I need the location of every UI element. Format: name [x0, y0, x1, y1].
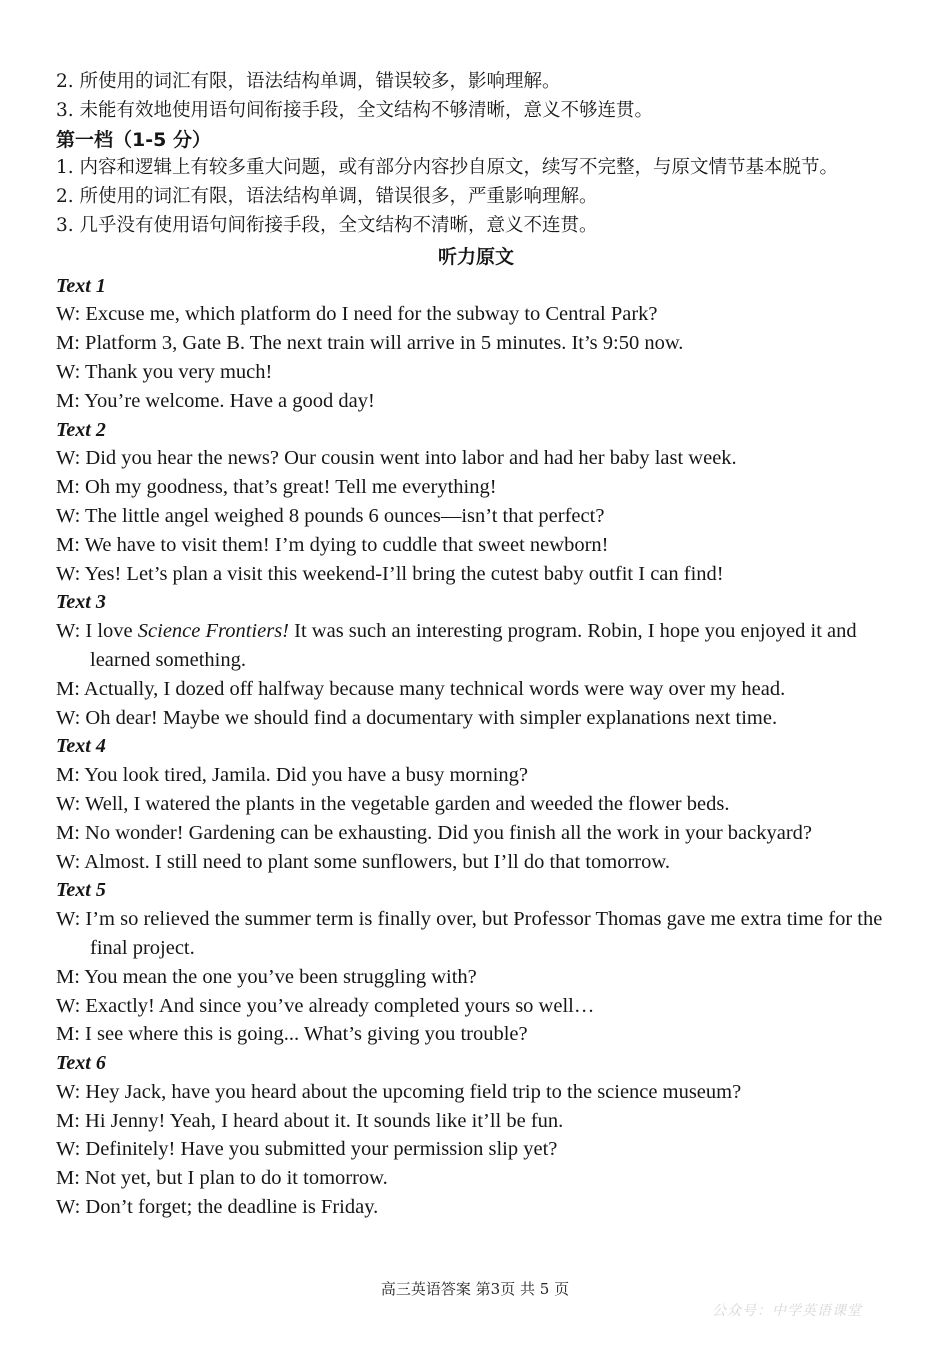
dialogue-line: M: You’re welcome. Have a good day!: [56, 389, 375, 412]
dialogue-line: W: The little angel weighed 8 pounds 6 ounces—isn’t that perfect?: [56, 504, 605, 527]
dialogue-line: W: I’m so relieved the summer term is finally over, but Professor Thomas gave me extra time for the final project.: [56, 908, 883, 959]
rubric-line: 2. 所使用的词汇有限，语法结构单调，错误较多，影响理解。: [56, 71, 561, 92]
dialogue-suffix: It was such an interesting program. Robin, I hope you enjoyed it and learned something.: [90, 620, 857, 671]
text-label: Text 4: [56, 735, 106, 758]
document-page: [56, 68, 896, 1222]
dialogue-line: M: Hi Jenny! Yeah, I heard about it. It sounds like it’ll be fun.: [56, 1109, 564, 1132]
dialogue-line: W: Excuse me, which platform do I need for the subway to Central Park?: [56, 303, 658, 326]
dialogue-line: W: Well, I watered the plants in the vegetable garden and weeded the flower beds.: [56, 792, 730, 815]
program-title: Science Frontiers!: [137, 620, 290, 643]
tier1-item: 1. 内容和逻辑上有较多重大问题，或有部分内容抄自原文，续写不完整，与原文情节基本脱节。: [56, 157, 839, 179]
dialogue-line: [56, 617, 896, 675]
dialogue-line: W: Did you hear the news? Our cousin went into labor and had her baby last week.: [56, 447, 737, 470]
dialogue-line: M: I see where this is going... What’s giving you trouble?: [56, 1023, 528, 1046]
dialogue-line: M: No wonder! Gardening can be exhausting. Did you finish all the work in your backyard?: [56, 821, 813, 844]
tier1-item: 2. 所使用的词汇有限，语法结构单调，错误很多，严重影响理解。: [56, 186, 598, 208]
dialogue-line: M: Not yet, but I plan to do it tomorrow.: [56, 1167, 388, 1190]
text-label: Text 2: [56, 418, 106, 441]
dialogue-line: M: Actually, I dozed off halfway because many technical words were way over my head.: [56, 677, 786, 700]
dialogue-line: M: Oh my goodness, that’s great! Tell me everything!: [56, 476, 497, 499]
dialogue-line: M: We have to visit them! I’m dying to cuddle that sweet newborn!: [56, 533, 609, 556]
text-label: Text 1: [56, 274, 106, 297]
page-footer: 高三英语答案 第3页 共 5 页: [380, 1280, 570, 1298]
watermark: 公众号：中学英语课堂: [712, 1303, 862, 1319]
dialogue-line: W: Definitely! Have you submitted your permission slip yet?: [56, 1138, 558, 1161]
tier1-heading: 第一档（1-5 分）: [56, 128, 211, 151]
dialogue-line: M: You look tired, Jamila. Did you have a busy morning?: [56, 764, 529, 787]
dialogue-prefix: W: I love: [56, 620, 138, 643]
dialogue-line: W: Thank you very much!: [56, 360, 273, 383]
rubric-line: 3. 未能有效地使用语句间衔接手段，全文结构不够清晰，意义不够连贯。: [56, 99, 654, 121]
dialogue-line: M: You mean the one you’ve been struggling with?: [56, 965, 477, 988]
dialogue-line: W: Oh dear! Maybe we should find a documentary with simpler explanations next time.: [56, 706, 778, 729]
dialogue-line: M: Platform 3, Gate B. The next train will arrive in 5 minutes. It’s 9:50 now.: [56, 332, 684, 355]
dialogue-line: W: Yes! Let’s plan a visit this weekend-I’ll bring the cutest baby outfit I can find!: [56, 562, 724, 585]
text-label: Text 3: [56, 591, 106, 614]
transcript-title: 听力原文: [437, 245, 514, 268]
text-label: Text 5: [56, 879, 106, 902]
dialogue-line: W: Almost. I still need to plant some sunflowers, but I’ll do that tomorrow.: [56, 850, 670, 873]
text-label: Text 6: [56, 1052, 106, 1075]
dialogue-line: W: Hey Jack, have you heard about the upcoming field trip to the science museum?: [56, 1080, 742, 1103]
dialogue-line: W: Don’t forget; the deadline is Friday.: [56, 1196, 379, 1219]
tier1-item: 3. 几乎没有使用语句间衔接手段，全文结构不清晰，意义不连贯。: [56, 214, 598, 236]
dialogue-line: W: Exactly! And since you’ve already completed yours so well…: [56, 994, 595, 1017]
